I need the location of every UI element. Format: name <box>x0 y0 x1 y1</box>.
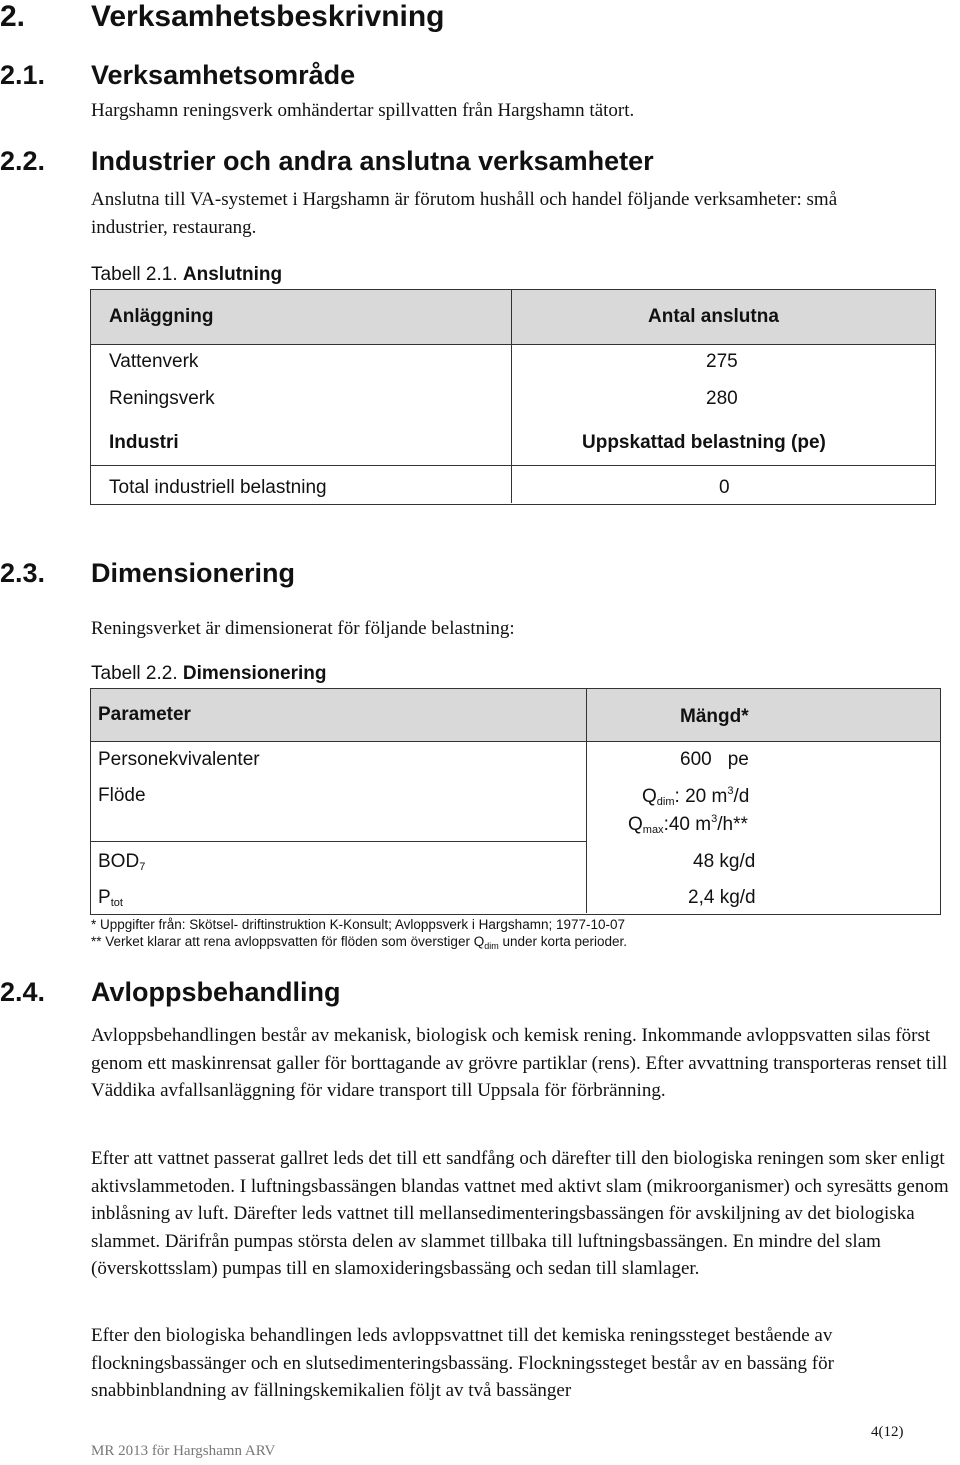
caption-title: Dimensionering <box>182 663 327 684</box>
table-cell: 0 <box>719 477 730 498</box>
paragraph: Hargshamn reningsverk omhändertar spillvatten från Hargshamn tätort. <box>91 100 635 121</box>
table-caption <box>91 264 282 286</box>
table-subheader-cell: Uppskattad belastning (pe) <box>582 432 826 453</box>
table-caption <box>91 663 326 685</box>
table-header-cell: Parameter <box>98 704 191 725</box>
paragraph: Efter den biologiska behandlingen leds avloppsvattnet till det kemiska reningssteget bestående av flockningsbassänger och en slutsedimenteringsbassäng. Flockningssteget består av en bassäng för snabbinblandning av fällningskemikalien följt av två bassänger <box>91 1325 834 1402</box>
table-cell: $Q_{max}:40$ $m^3/h**$ <box>628 813 748 836</box>
table-anslutning <box>90 289 936 505</box>
table-cell: 48 kg/d <box>693 851 756 872</box>
table-cell: 600 pe <box>680 749 749 770</box>
table-cell: 2,4 kg/d <box>688 887 756 908</box>
paragraph: Reningsverket är dimensionerat för följande belastning: <box>91 618 515 639</box>
table-footnote: ** Verket klarar att rena avloppsvatten för flöden som överstiger $Q_{dim}$ under korta perioder. <box>91 934 628 951</box>
subsection-title: Dimensionering <box>91 558 296 588</box>
table-header-cell: Mängd* <box>680 706 749 727</box>
caption-number: Tabell 2.1. <box>91 264 178 285</box>
table-cell: Reningsverk <box>109 388 215 409</box>
section-number: 2. <box>0 0 26 33</box>
subsection-title: Avloppsbehandling <box>91 977 341 1007</box>
table-cell: 275 <box>706 351 738 372</box>
paragraph: Efter att vattnet passerat gallret leds det till ett sandfång och därefter till den biologiska reningen som sker enligt aktivslammetoden. I luftningsbassängen blandas vattnet med aktivt slam (mikroorganismer) och syresätts genom inblåsning av luft. Därefter leds vattnet till mellansedimenteringsbassängen för avskiljning av det biologiska slammet. Därifrån pumpas största delen av slammet tillbaka till luftningsbassängen. En mindre del slam (överskottsslam) pumpas till en slamoxideringsbassäng och sedan till slamlager. <box>91 1148 949 1280</box>
table-dimensionering <box>90 688 941 915</box>
table-cell: Flöde <box>98 785 146 806</box>
table-footnote: * Uppgifter från: Skötsel- driftinstruktion K-Konsult; Avloppsverk i Hargshamn; 1977-10-07 <box>91 917 626 932</box>
caption-number: Tabell 2.2. <box>91 663 178 684</box>
footer-text: MR 2013 för Hargshamn ARV <box>91 1443 276 1459</box>
subsection-number: 2.4. <box>0 977 46 1007</box>
table-cell: $BOD_7$ <box>98 851 146 873</box>
subsection-title: Verksamhetsområde <box>91 60 356 90</box>
table-cell: Total industriell belastning <box>109 477 327 498</box>
table-header-cell: Anläggning <box>109 306 214 327</box>
table-cell: 280 <box>706 388 738 409</box>
subsection-title: Industrier och andra anslutna verksamheter <box>91 146 654 176</box>
table-cell: Personekvivalenter <box>98 749 260 770</box>
page-number: 4(12) <box>871 1424 904 1440</box>
subsection-number: 2.1. <box>0 60 46 90</box>
table-cell: $Q_{dim}$: 20 $m^3/d$ <box>642 785 750 808</box>
table-cell: $P_{tot}$ <box>98 887 123 909</box>
paragraph: Avloppsbehandlingen består av mekanisk, biologisk och kemisk rening. Inkommande avloppsvatten silas först genom ett maskinrensat galler för borttagande av grövre partiklar (rens). Efter avvattning transporteras renset till Väddika avfallsanläggning för vidare transport till Uppsala för förbränning. <box>91 1025 948 1102</box>
subsection-number: 2.2. <box>0 146 46 176</box>
table-header-cell: Antal anslutna <box>648 306 779 327</box>
paragraph: Anslutna till VA-systemet i Hargshamn är förutom hushåll och handel följande verksamheter: små industrier, restaurang. <box>91 189 838 238</box>
table-header-row <box>91 290 935 345</box>
table-cell: Vattenverk <box>109 351 199 372</box>
subsection-number: 2.3. <box>0 558 46 588</box>
caption-title: Anslutning <box>182 264 283 285</box>
section-title: Verksamhetsbeskrivning <box>91 0 445 33</box>
table-subheader-cell: Industri <box>109 432 179 453</box>
table-header-row <box>91 689 940 742</box>
